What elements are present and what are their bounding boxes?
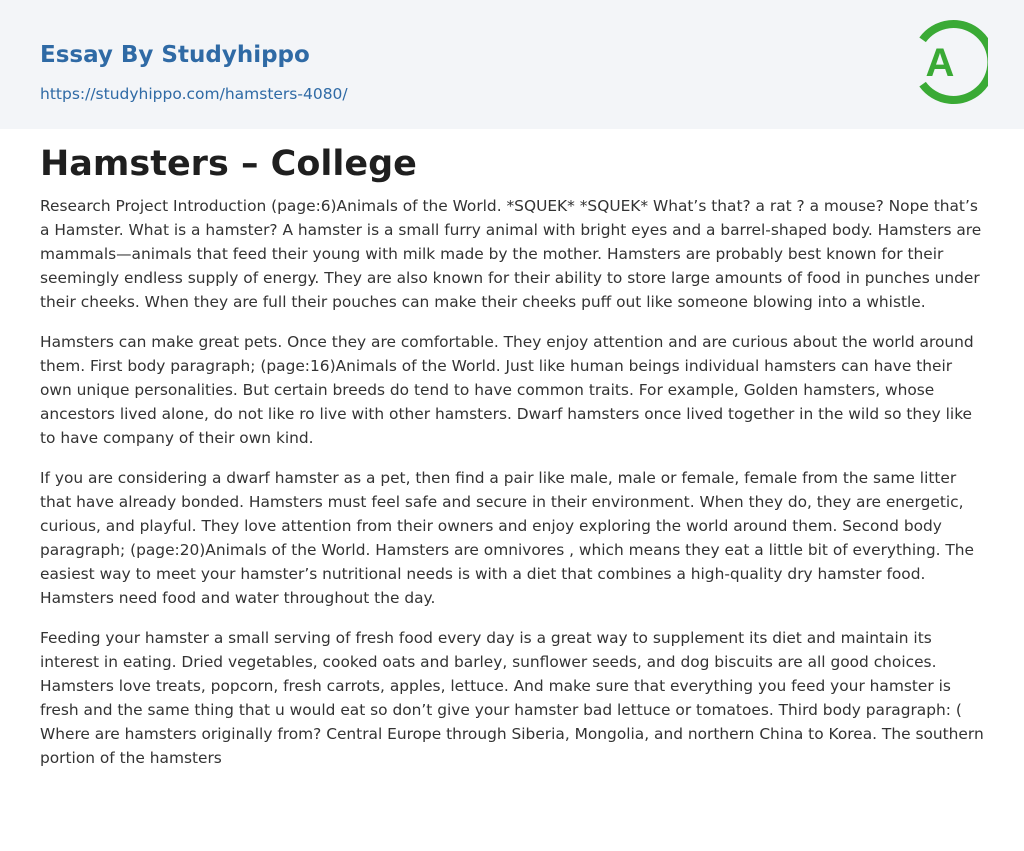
essay-paragraph: If you are considering a dwarf hamster as a pet, then find a pair like male, male or female, female from the same litter that have already bonded. Hamsters must feel safe and secure in their environment. When they do, they are energetic, curious, and playful. They love attention from their owners and enjoy exploring the world around them. Second body paragraph; (page:20)Animals of the World. Hamsters are omnivores , which means they eat a little bit of everything. The easiest way to meet your hamster’s nutritional needs is with a diet that combines a high-quality dry hamster food. Hamsters need food and water throughout the day. xyxy=(40,469,975,607)
essay-body xyxy=(40,194,984,786)
essay-paragraph: Hamsters can make great pets. Once they are comfortable. They enjoy attention and are curious about the world around them. First body paragraph; (page:16)Animals of the World. Just like human beings individual hamsters can have their own unique personalities. But certain breeds do tend to have common traits. For example, Golden hamsters, whose ancestors lived alone, do not like ro live with other hamsters. Dwarf hamsters once lived together in the wild so they like to have company of their own kind. xyxy=(40,333,974,447)
essay-paragraph: Feeding your hamster a small serving of fresh food every day is a great way to supplement its diet and maintain its interest in eating. Dried vegetables, cooked oats and barley, sunflower seeds, and dog biscuits are all good choices. Hamsters love treats, popcorn, fresh carrots, apples, lettuce. And make sure that everything you feed your hamster is fresh and the same thing that u would eat so don’t give your hamster bad lettuce or tomatoes. Third body paragraph: ( Where are hamsters originally from? Central Europe through Siberia, Mongolia, and northern China to Korea. The southern portion of the hamsters xyxy=(40,629,984,767)
studyhippo-logo-icon[interactable] xyxy=(910,18,988,106)
site-title: Essay By Studyhippo xyxy=(40,42,310,68)
logo-letter: A xyxy=(925,41,955,85)
essay-url-link[interactable]: https://studyhippo.com/hamsters-4080/ xyxy=(40,85,348,103)
essay-paragraph: Research Project Introduction (page:6)Animals of the World. *SQUEK* *SQUEK* What’s that? a rat ? a mouse? Nope that’s a Hamster. What is a hamster? A hamster is a small furry animal with bright eyes and a barrel-shaped body. Hamsters are mammals—animals that feed their young with milk made by the mother. Hamsters are probably best known for their seemingly endless supply of energy. They are also known for their ability to store large amounts of food in punches under their cheeks. When they are full their pouches can make their cheeks puff out like someone blowing into a whistle. xyxy=(40,197,982,311)
site-header xyxy=(0,0,1024,129)
page-title: Hamsters – College xyxy=(40,144,417,184)
